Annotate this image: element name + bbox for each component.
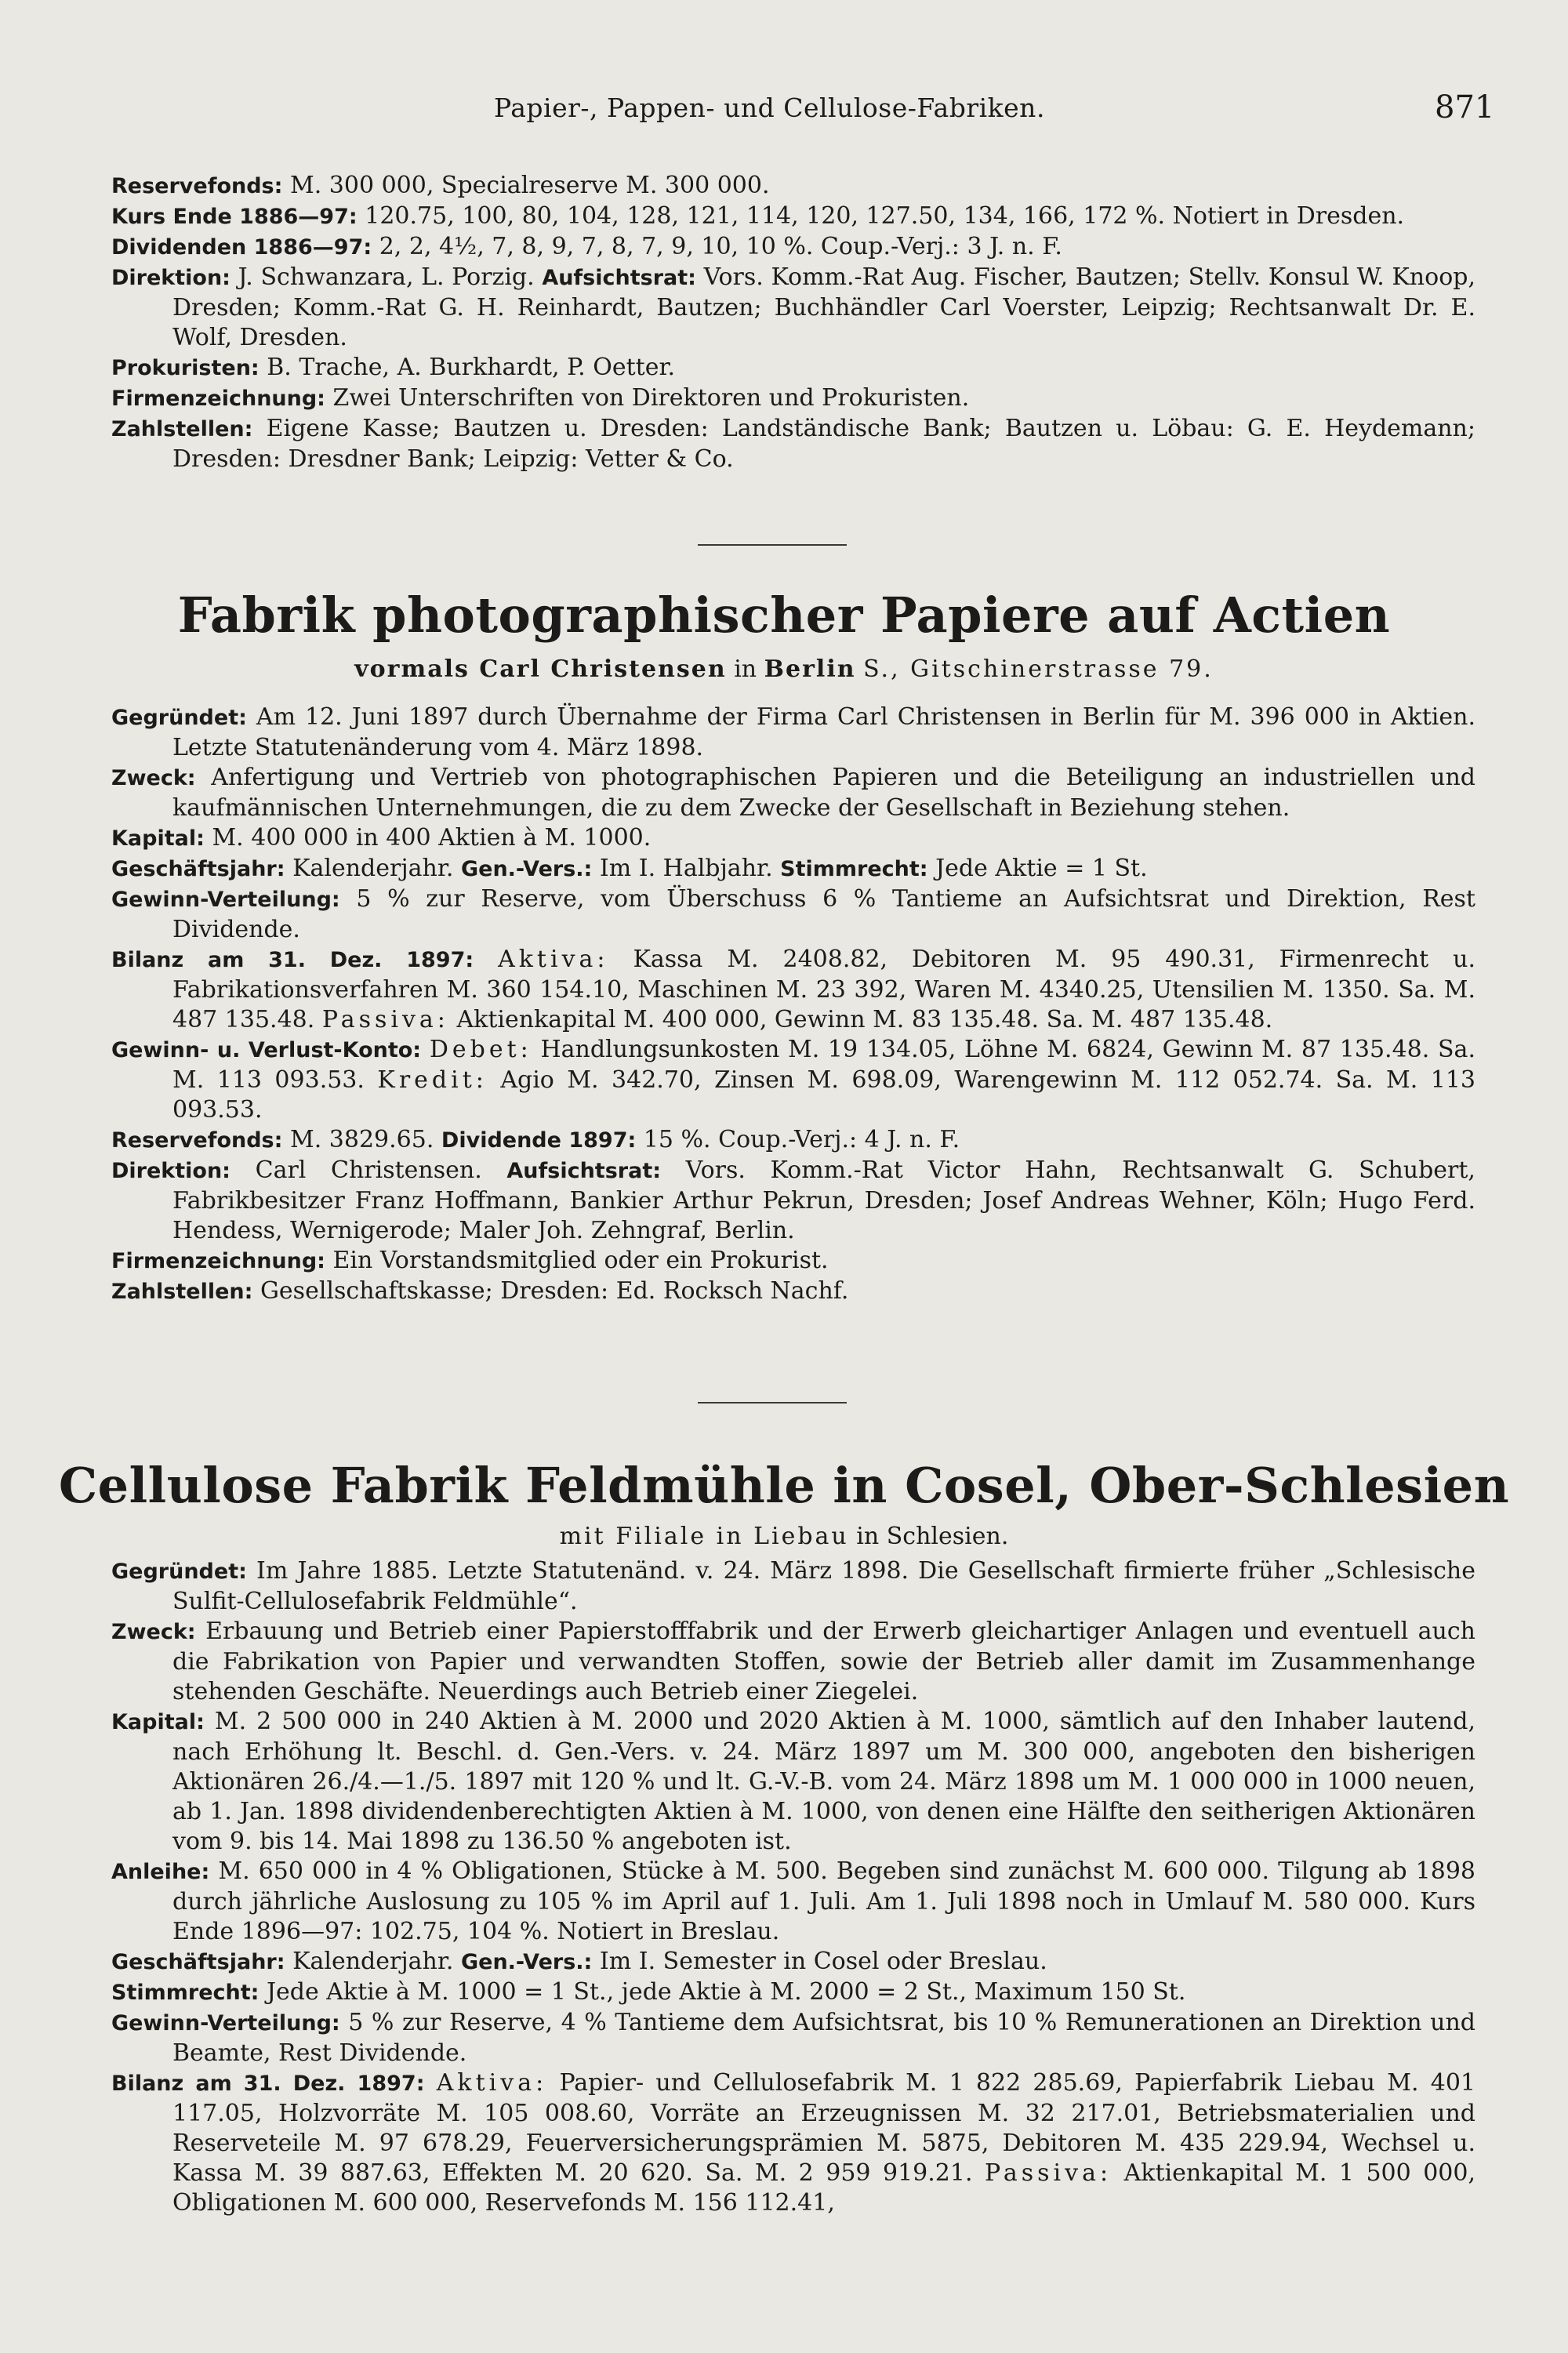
separator-rule <box>698 544 847 546</box>
company-subtitle: vormals Carl Christensen in Berlin S., Gitschinerstrasse 79. <box>354 655 1214 683</box>
company-title: Cellulose Fabrik Feldmühle in Cosel, Ober-Schlesien <box>58 1457 1510 1514</box>
entry-bilanz: Bilanz am 31. Dez. 1897: Aktiva: Papier- und Cellulosefabrik M. 1 822 285.69, Papierfabrik Liebau M. 401 117.05, Holzvorräte M. 105 008.60, Vorräte an Erzeugnissen M. 32 217.01, Betriebsmaterialien und Reserveteile M. 97 678.29, Feuerversicherungsprämien M. 5875, Debitoren M. 435 229.94, Wechsel u. Kassa M. 39 887.63, Effekten M. 20 620. Sa. M. 2 959 919.21. Passiva: Aktienkapital M. 1 500 000, Obligationen M. 600 000, Reservefonds M. 156 112.41, <box>111 2069 1476 2217</box>
entry-zahlstellen: Zahlstellen: Eigene Kasse; Bautzen u. Dresden: Landständische Bank; Bautzen u. Löbau: G. E. Heydemann; Dresden: Dresdner Bank; Leipzig: Vetter & Co. <box>111 415 1475 473</box>
company-title: Fabrik photographischer Papiere auf Actien <box>177 586 1391 644</box>
company-entries <box>111 703 1475 1307</box>
entry-kapital: Kapital: M. 400 000 in 400 Aktien à M. 1000. <box>111 824 652 852</box>
entry-direktion: Direktion: Carl Christensen. Aufsichtsrat: Vors. Komm.-Rat Victor Hahn, Rechtsanwalt G. Schubert, Fabrikbesitzer Franz Hoffmann, Bankier Arthur Pekrun, Dresden; Josef Andreas Wehner, Köln; Hugo Ferd. Hendess, Wernigerode; Maler Joh. Zehngraf, Berlin. <box>111 1157 1475 1244</box>
entry-prokuristen: Prokuristen: B. Trache, A. Burkhardt, P. Oetter. <box>111 354 676 381</box>
continuation-entries <box>111 171 1475 474</box>
entry-reservefonds: Reservefonds: M. 3829.65. Dividende 1897: 15 %. Coup.-Verj.: 4 J. n. F. <box>111 1126 960 1153</box>
entry-geschaeftsjahr: Geschäftsjahr: Kalenderjahr. Gen.-Vers.: Im I. Halbjahr. Stimmrecht: Jede Aktie = 1 St. <box>111 855 1148 882</box>
entry-gewinn-verlust: Gewinn- u. Verlust-Konto: Debet: Handlungsunkosten M. 19 134.05, Löhne M. 6824, Gewinn M. 87 135.48. Sa. M. 113 093.53. Kredit: Agio M. 342.70, Zinsen M. 698.09, Warengewinn M. 112 052.74. Sa. M. 113 093.53. <box>111 1036 1476 1124</box>
page-number: 871 <box>1435 89 1495 125</box>
running-title: Papier-, Pappen- und Cellulose-Fabriken. <box>494 93 1045 123</box>
entry-gegruendet: Gegründet: Im Jahre 1885. Letzte Statutenänd. v. 24. März 1898. Die Gesellschaft firmierte früher „Schlesische Sulfit-Cellulosefabrik Feldmühle“. <box>111 1557 1475 1615</box>
entry-bilanz: Bilanz am 31. Dez. 1897: Aktiva: Kassa M. 2408.82, Debitoren M. 95 490.31, Firmenrecht u. Fabrikationsverfahren M. 360 154.10, Maschinen M. 23 392, Waren M. 4340.25, Utensilien M. 1350. Sa. M. 487 135.48. Passiva: Aktienkapital M. 400 000, Gewinn M. 83 135.48. Sa. M. 487 135.48. <box>111 946 1475 1033</box>
entry-firmenzeichnung: Firmenzeichnung: Zwei Unterschriften von Direktoren und Prokuristen. <box>111 384 970 412</box>
entry-zahlstellen: Zahlstellen: Gesellschaftskasse; Dresden: Ed. Rocksch Nachf. <box>111 1277 849 1305</box>
page-header <box>0 89 1568 130</box>
entry-kapital: Kapital: M. 2 500 000 in 240 Aktien à M. 2000 und 2020 Aktien à M. 1000, sämtlich auf den Inhaber lautend, nach Erhöhung lt. Beschl. d. Gen.-Vers. v. 24. März 1897 um M. 300 000, angeboten den bisherigen Aktionären 26./4.—1./5. 1897 mit 120 % und lt. G.-V.-B. vom 24. März 1898 um M. 1 000 000 in 1000 neuen, ab 1. Jan. 1898 dividendenberechtigten Aktien à M. 1000, von denen eine Hälfte den seitherigen Aktionären vom 9. bis 14. Mai 1898 zu 136.50 % angeboten ist. <box>111 1708 1475 1855</box>
entry-stimmrecht: Stimmrecht: Jede Aktie à M. 1000 = 1 St., jede Aktie à M. 2000 = 2 St., Maximum 150 St. <box>111 1978 1186 2006</box>
entry-geschaeftsjahr: Geschäftsjahr: Kalenderjahr. Gen.-Vers.: Im I. Semester in Cosel oder Breslau. <box>111 1948 1047 1975</box>
entry-firmenzeichnung: Firmenzeichnung: Ein Vorstandsmitglied oder ein Prokurist. <box>111 1247 829 1274</box>
entry-reservefonds: Reservefonds: M. 300 000, Specialreserve M. 300 000. <box>111 172 770 199</box>
entry-gewinn-verteilung: Gewinn-Verteilung: 5 % zur Reserve, vom Überschuss 6 % Tantieme an Aufsichtsrat und Direktion, Rest Dividende. <box>111 885 1475 943</box>
entry-zweck: Zweck: Erbauung und Betrieb einer Papierstofffabrik und der Erwerb gleichartiger Anlagen und eventuell auch die Fabrikation von Papier und verwandten Stoffen, sowie der Betrieb aller damit im Zusammenhange stehenden Geschäfte. Neuerdings auch Betrieb einer Ziegelei. <box>111 1618 1475 1705</box>
entry-kurs: Kurs Ende 1886—97: 120.75, 100, 80, 104, 128, 121, 114, 120, 127.50, 134, 166, 172 %. Notiert in Dresden. <box>111 202 1405 230</box>
entry-gewinn-verteilung: Gewinn-Verteilung: 5 % zur Reserve, 4 % Tantieme dem Aufsichtsrat, bis 10 % Remunerationen an Direktion und Beamte, Rest Dividende. <box>111 2009 1475 2067</box>
company-entries <box>111 1556 1475 2218</box>
entry-anleihe: Anleihe: M. 650 000 in 4 % Obligationen, Stücke à M. 500. Begeben sind zunächst M. 600 000. Tilgung ab 1898 durch jährliche Auslosung zu 105 % im April auf 1. Juli. Am 1. Juli 1898 noch in Umlauf M. 580 000. Kurs Ende 1896—97: 102.75, 104 %. Notiert in Breslau. <box>111 1857 1475 1945</box>
entry-zweck: Zweck: Anfertigung und Vertrieb von photographischen Papieren und die Beteiligung an industriellen und kaufmännischen Unternehmungen, die zu dem Zwecke der Gesellschaft in Beziehung stehen. <box>111 764 1476 822</box>
entry-dividenden: Dividenden 1886—97: 2, 2, 4½, 7, 8, 9, 7, 8, 7, 9, 10, 10 %. Coup.-Verj.: 3 J. n. F. <box>111 233 1062 260</box>
separator-rule <box>698 1402 847 1403</box>
entry-gegruendet: Gegründet: Am 12. Juni 1897 durch Übernahme der Firma Carl Christensen in Berlin für M. 396 000 in Aktien. Letzte Statutenänderung vom 4. März 1898. <box>111 703 1475 761</box>
entry-direktion: Direktion: J. Schwanzara, L. Porzig. Aufsichtsrat: Vors. Komm.-Rat Aug. Fischer, Bautzen; Stellv. Konsul W. Knoop, Dresden; Komm.-Rat G. H. Reinhardt, Bautzen; Buchhändler Carl Voerster, Leipzig; Rechtsanwalt Dr. E. Wolf, Dresden. <box>111 263 1475 351</box>
company-subtitle: mit Filiale in Liebau in Schlesien. <box>559 1523 1009 1550</box>
